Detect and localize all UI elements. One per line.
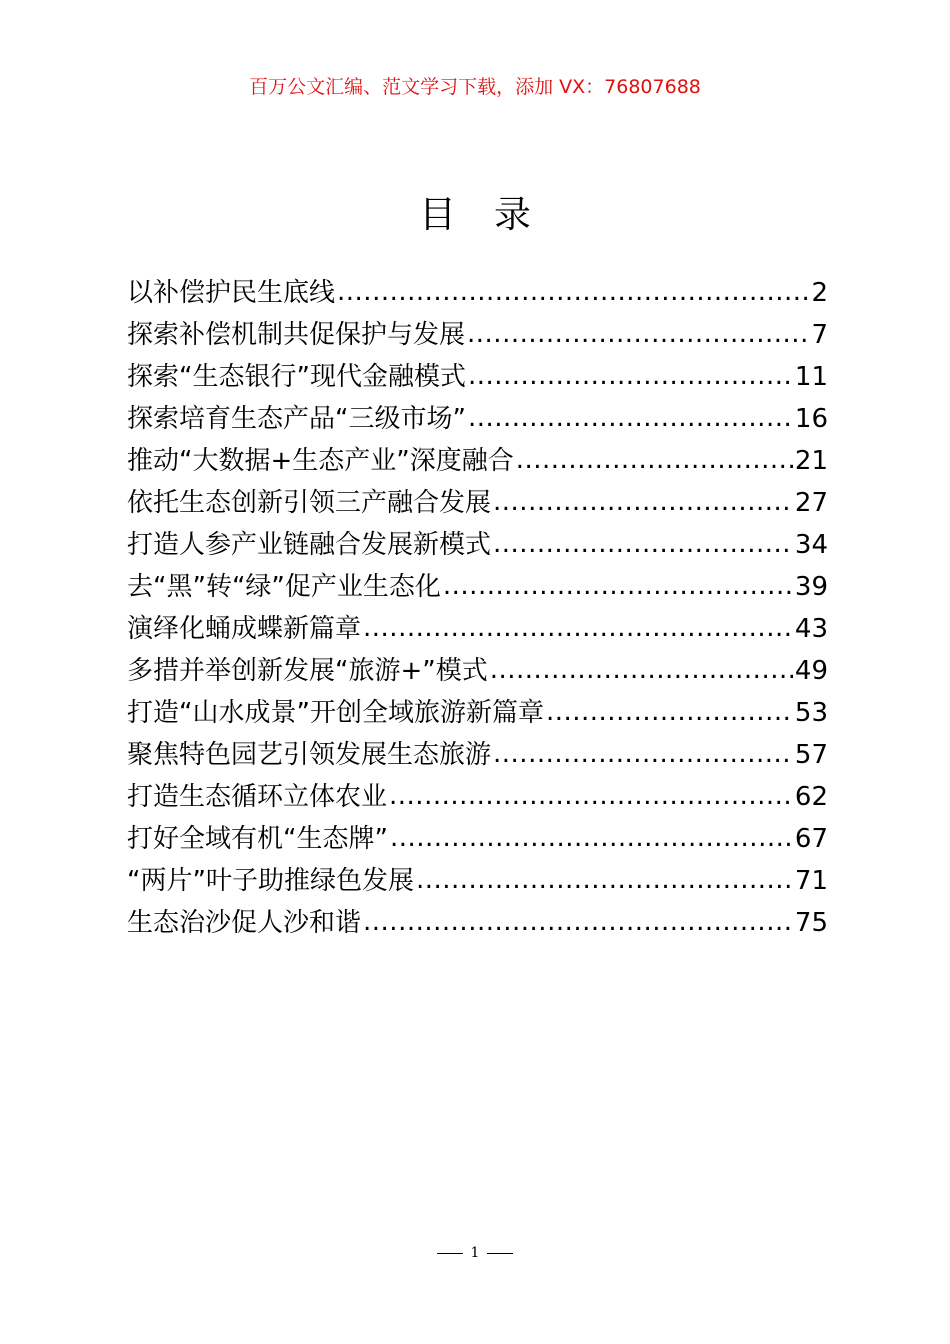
toc-entry[interactable]	[127, 482, 828, 524]
toc-entry-page[interactable]: 34	[794, 530, 828, 560]
dot-leader	[468, 355, 793, 397]
toc-entry-title[interactable]: 探索培育生态产品“三级市场”	[127, 404, 466, 434]
toc-entry-title[interactable]: 去“黑”转“绿”促产业生态化	[127, 572, 441, 602]
toc-entry[interactable]	[127, 398, 828, 440]
footer-dash-left	[437, 1253, 463, 1254]
toc-entry-title[interactable]: “两片”叶子助推绿色发展	[127, 866, 414, 896]
dot-leader	[490, 649, 793, 691]
dot-leader	[443, 565, 793, 607]
toc-entry[interactable]	[127, 440, 828, 482]
toc-entry[interactable]	[127, 860, 828, 902]
toc-entry[interactable]	[127, 650, 828, 692]
toc-entry-page[interactable]: 67	[794, 824, 828, 854]
toc-entry[interactable]	[127, 734, 828, 776]
toc-entry-title[interactable]: 依托生态创新引领三产融合发展	[127, 488, 492, 518]
dot-leader	[337, 271, 809, 313]
toc-entry[interactable]	[127, 524, 828, 566]
dot-leader	[468, 397, 793, 439]
toc-entry-page[interactable]: 43	[794, 614, 828, 644]
dot-leader	[493, 733, 793, 775]
toc-entry[interactable]	[127, 818, 828, 860]
footer-dash-right	[487, 1253, 513, 1254]
toc-entry-page[interactable]: 71	[794, 866, 828, 896]
toc-entry-title[interactable]: 以补偿护民生底线	[127, 278, 336, 308]
dot-leader	[363, 901, 793, 943]
toc-entry-title[interactable]: 探索“生态银行”现代金融模式	[127, 362, 466, 392]
toc-entry-title[interactable]: 打造人参产业链融合发展新模式	[127, 530, 492, 560]
dot-leader	[493, 481, 793, 523]
toc-entry-page[interactable]: 75	[794, 908, 828, 938]
dot-leader	[389, 775, 793, 817]
toc-entry-page[interactable]: 7	[811, 320, 828, 350]
toc-title: 目录	[419, 193, 569, 236]
toc-entry[interactable]	[127, 692, 828, 734]
toc-entry-page[interactable]: 21	[794, 446, 828, 476]
toc-entry-title[interactable]: 探索补偿机制共促保护与发展	[127, 320, 466, 350]
toc-entry-title[interactable]: 演绎化蛹成蝶新篇章	[127, 614, 362, 644]
dot-leader	[390, 817, 793, 859]
dot-leader	[546, 691, 793, 733]
dot-leader	[493, 523, 793, 565]
table-of-contents	[127, 272, 828, 944]
toc-entry[interactable]	[127, 566, 828, 608]
toc-entry[interactable]	[127, 356, 828, 398]
dot-leader	[363, 607, 793, 649]
toc-entry-page[interactable]: 2	[811, 278, 828, 308]
toc-entry-title[interactable]: 多措并举创新发展“旅游+”模式	[127, 656, 488, 686]
toc-entry-title[interactable]: 生态治沙促人沙和谐	[127, 908, 362, 938]
toc-entry[interactable]	[127, 902, 828, 944]
toc-entry-title[interactable]: 推动“大数据+生态产业”深度融合	[127, 446, 514, 476]
toc-entry[interactable]	[127, 776, 828, 818]
toc-entry-page[interactable]: 16	[794, 404, 828, 434]
page-footer	[0, 1245, 950, 1261]
toc-entry-page[interactable]: 62	[794, 782, 828, 812]
toc-entry[interactable]	[127, 272, 828, 314]
dot-leader	[516, 439, 793, 481]
toc-entry[interactable]	[127, 314, 828, 356]
toc-entry[interactable]	[127, 608, 828, 650]
toc-entry-page[interactable]: 27	[794, 488, 828, 518]
toc-entry-page[interactable]: 57	[794, 740, 828, 770]
toc-entry-page[interactable]: 39	[794, 572, 828, 602]
page-number: 1	[470, 1245, 480, 1261]
toc-entry-page[interactable]: 53	[794, 698, 828, 728]
toc-entry-title[interactable]: 打造生态循环立体农业	[127, 782, 388, 812]
toc-entry-title[interactable]: 打好全域有机“生态牌”	[127, 824, 388, 854]
toc-entry-title[interactable]: 打造“山水成景”开创全域旅游新篇章	[127, 698, 544, 728]
dot-leader	[467, 313, 809, 355]
dot-leader	[416, 859, 793, 901]
header-note: 百万公文汇编、范文学习下载，添加 VX：76807688	[249, 76, 701, 98]
toc-entry-page[interactable]: 11	[794, 362, 828, 392]
toc-entry-page[interactable]: 49	[794, 656, 828, 686]
toc-entry-title[interactable]: 聚焦特色园艺引领发展生态旅游	[127, 740, 492, 770]
